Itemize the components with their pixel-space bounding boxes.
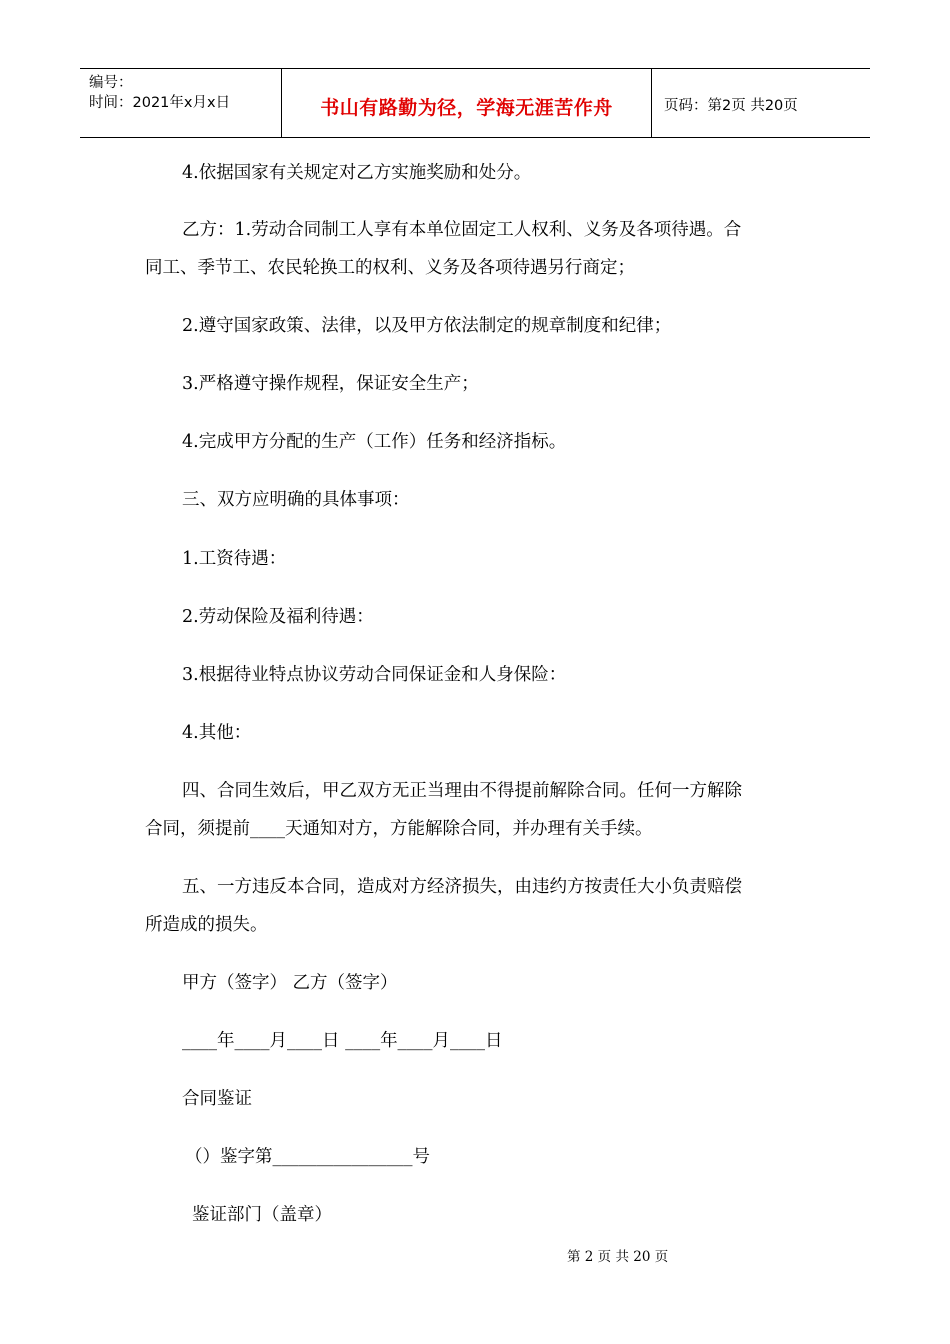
attestation-number: （）鉴字第________________号 (185, 1147, 430, 1167)
section-five-line2: 所造成的损失。 (145, 915, 268, 935)
section-four-line1: 四、合同生效后，甲乙双方无正当理由不得提前解除合同。任何一方解除 (182, 781, 742, 801)
paragraph-safety: 3.严格遵守操作规程，保证安全生产； (182, 374, 479, 394)
section-four-line2: 合同，须提前____天通知对方，方能解除合同，并办理有关手续。 (145, 819, 653, 839)
date-blanks: ____年____月____日 ____年____月____日 (182, 1031, 503, 1051)
paragraph-party-b-rights-line1: 乙方：1.劳动合同制工人享有本单位固定工人权利、义务及各项待遇。合 (182, 220, 742, 240)
page-header (80, 68, 870, 138)
section-heading-three: 三、双方应明确的具体事项： (182, 490, 410, 510)
header-meta (80, 69, 282, 137)
date-label: 时间：2021年x月x日 (89, 95, 231, 111)
paragraph-party-b-rights-line2: 同工、季节工、农民轮换工的权利、义务及各项待遇另行商定； (145, 258, 635, 278)
item-insurance: 2.劳动保险及福利待遇： (182, 607, 374, 627)
header-slogan: 书山有路勤为径，学海无涯苦作舟 (282, 69, 652, 137)
header-page-info: 页码：第2页 共20页 (664, 97, 798, 114)
item-wages: 1.工资待遇： (182, 549, 287, 569)
attestation-department: 鉴证部门（盖章） (192, 1205, 332, 1225)
paragraph-tasks: 4.完成甲方分配的生产（工作）任务和经济指标。 (182, 432, 567, 452)
paragraph-obey-law: 2.遵守国家政策、法律，以及甲方依法制定的规章制度和纪律； (182, 316, 672, 336)
contract-attestation-heading: 合同鉴证 (182, 1089, 252, 1109)
paragraph-reward: 4.依据国家有关规定对乙方实施奖励和处分。 (182, 163, 532, 183)
item-other: 4.其他： (182, 723, 252, 743)
signature-line: 甲方（签字） 乙方（签字） (182, 973, 398, 993)
section-five-line1: 五、一方违反本合同，造成对方经济损失，由违约方按责任大小负责赔偿 (182, 877, 742, 897)
item-deposit: 3.根据待业特点协议劳动合同保证金和人身保险： (182, 665, 567, 685)
page-footer: 第 2 页 共 20 页 (567, 1249, 669, 1265)
serial-number-label: 编号： (89, 75, 133, 91)
